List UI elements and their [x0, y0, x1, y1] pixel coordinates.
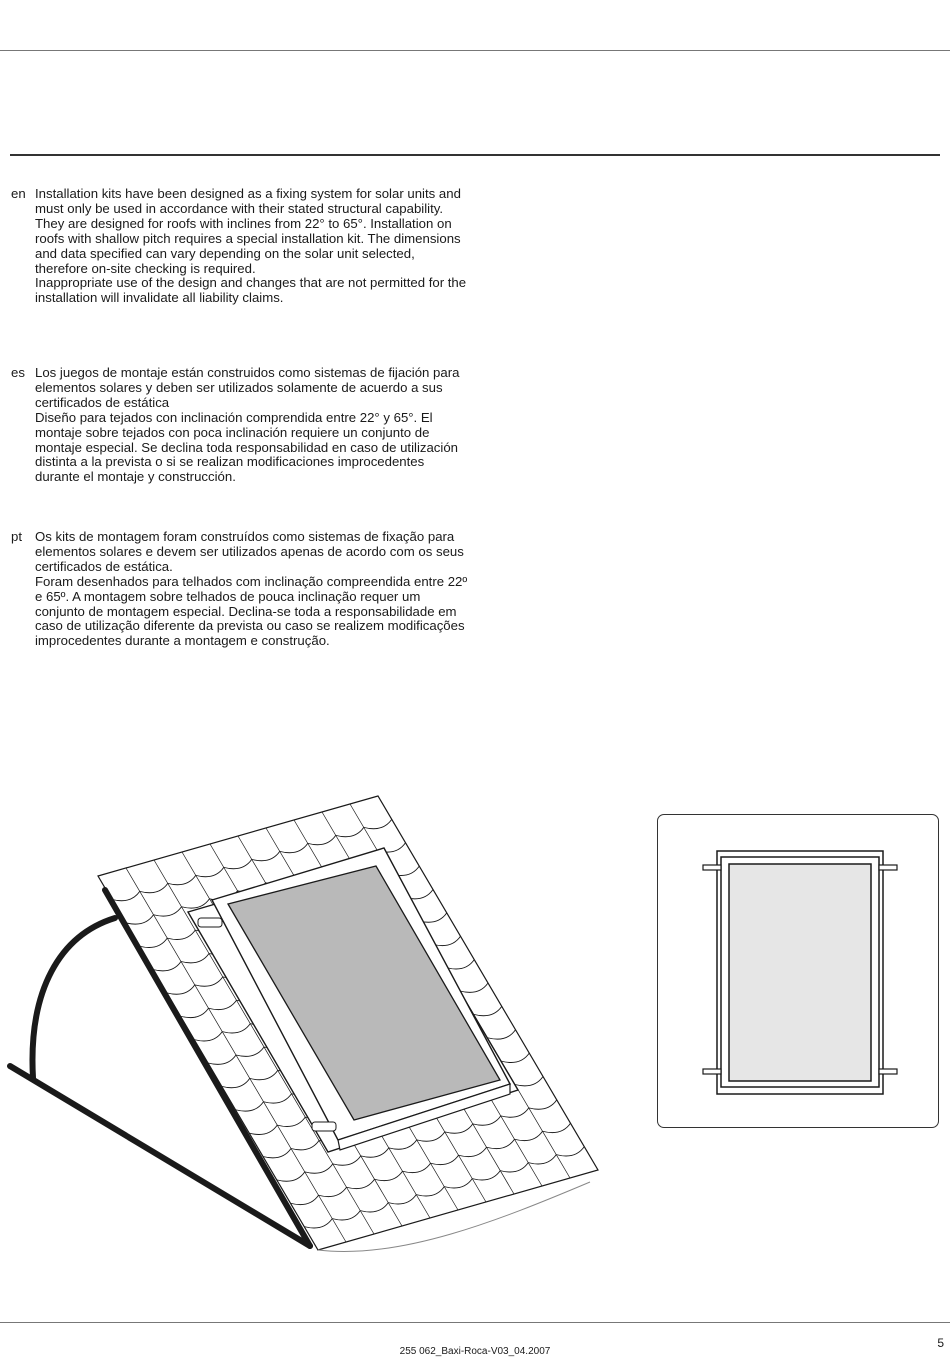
- mounting-bracket: [703, 865, 721, 870]
- paragraph: Installation kits have been designed as a fixing system for solar units and must only be used in accordance with their stated structural capability. They are designed for roofs with inclines from 22° to 65°. Installation on roofs with shallow pitch requires a special installation kit. The dimensions and data specified can vary depending on the solar unit selected, therefore on-site checking is required.: [35, 186, 461, 276]
- pipe-connector: [198, 918, 222, 927]
- mounting-bracket: [703, 1069, 721, 1074]
- page-number: 5: [937, 1336, 944, 1350]
- angle-arc: [32, 918, 115, 1078]
- collector-glass: [729, 864, 871, 1081]
- footer-rule: [0, 1322, 950, 1323]
- block-text: [35, 366, 471, 485]
- header-rule: [10, 154, 940, 156]
- mounting-bracket: [879, 1069, 897, 1074]
- roof-installation-illustration: [0, 790, 610, 1270]
- paragraph: Os kits de montagem foram construídos como sistemas de fixação para elementos solares e devem ser utilizados apenas de acordo com os seus certificados de estática.: [35, 529, 464, 574]
- document-id: 255 062_Baxi-Roca-V03_04.2007: [399, 1346, 551, 1357]
- paragraph: Los juegos de montaje están construidos como sistemas de fijación para elementos solares y deben ser utilizados solamente de acuerdo a sus certificados de estática: [35, 365, 460, 410]
- paragraph: Inappropriate use of the design and changes that are not permitted for the installation will invalidate all liability claims.: [35, 275, 467, 306]
- language-code: en: [11, 186, 26, 201]
- paragraph: Diseño para tejados con inclinación comprendida entre 22° y 65°. El montaje sobre tejados con poca inclinación requiere un conjunto de montaje especial. Se declina toda responsabilidad en caso de utilización distinta a la prevista o si se realizan modificaciones improcedentes durante el montaje y construcción.: [35, 409, 459, 485]
- block-text: [35, 530, 471, 649]
- language-code: es: [11, 365, 25, 380]
- language-code: pt: [11, 529, 22, 544]
- collector-front-view: [658, 815, 940, 1129]
- block-text: [35, 187, 471, 306]
- top-rule: [0, 50, 950, 51]
- mounting-bracket: [879, 865, 897, 870]
- paragraph: Foram desenhados para telhados com inclinação compreendida entre 22º e 65º. A montagem sobre telhados de pouca inclinação requer um conjunto de montagem especial. Declina-se toda a responsabilidade em caso de utilização diferente da prevista ou caso se realizem modificações improcedentes durante a montagem e construção.: [35, 573, 468, 649]
- collector-detail-panel: [657, 814, 939, 1128]
- pipe-connector: [312, 1122, 336, 1131]
